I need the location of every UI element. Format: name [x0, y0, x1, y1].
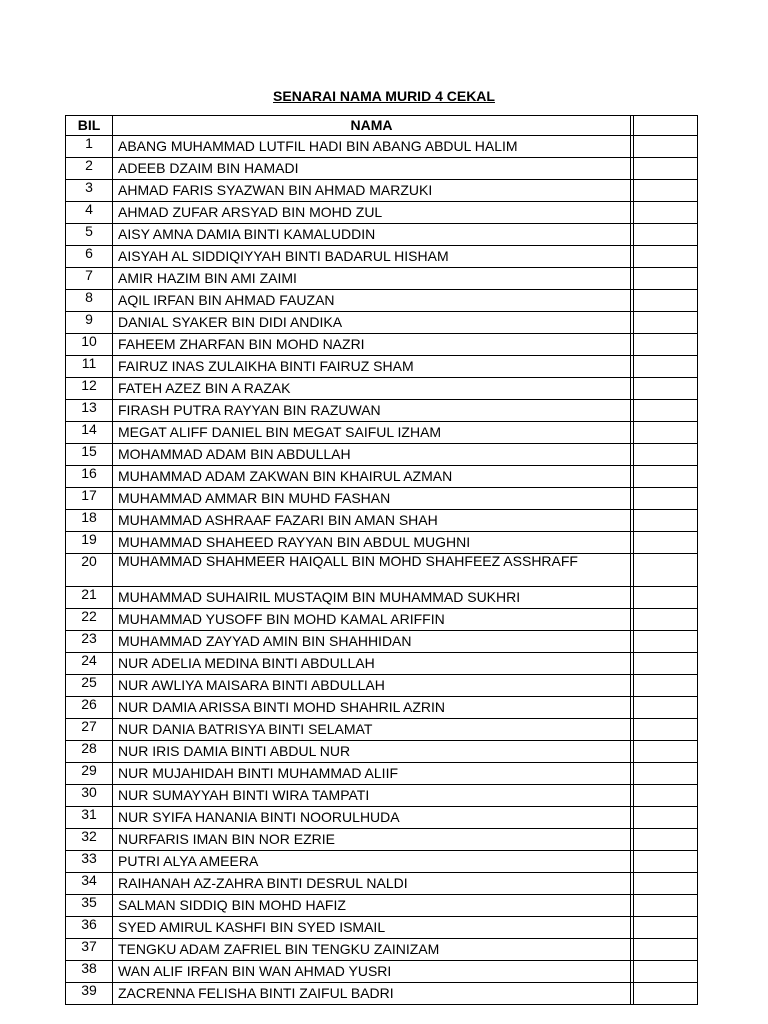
table-row [66, 180, 698, 202]
student-number: 17 [66, 488, 113, 510]
table-row [66, 488, 698, 510]
table-row [66, 697, 698, 719]
student-number: 38 [66, 961, 113, 983]
student-name: NURFARIS IMAN BIN NOR EZRIE [113, 829, 631, 851]
student-name: DANIAL SYAKER BIN DIDI ANDIKA [113, 312, 631, 334]
student-number: 11 [66, 356, 113, 378]
student-number: 22 [66, 609, 113, 631]
table-row [66, 158, 698, 180]
student-name: NUR AWLIYA MAISARA BINTI ABDULLAH [113, 675, 631, 697]
student-number: 25 [66, 675, 113, 697]
table-row [66, 466, 698, 488]
column-header-nama: NAMA [113, 116, 631, 136]
blank-cell [634, 378, 698, 400]
table-row [66, 763, 698, 785]
blank-cell [634, 510, 698, 532]
student-name: NUR DANIA BATRISYA BINTI SELAMAT [113, 719, 631, 741]
student-number: 9 [66, 312, 113, 334]
table-row [66, 378, 698, 400]
student-name: RAIHANAH AZ-ZAHRA BINTI DESRUL NALDI [113, 873, 631, 895]
student-number: 10 [66, 334, 113, 356]
table-row [66, 400, 698, 422]
student-number: 19 [66, 532, 113, 554]
student-name: MUHAMMAD AMMAR BIN MUHD FASHAN [113, 488, 631, 510]
student-name: AHMAD ZUFAR ARSYAD BIN MOHD ZUL [113, 202, 631, 224]
student-number: 7 [66, 268, 113, 290]
blank-cell [634, 224, 698, 246]
blank-cell [634, 587, 698, 609]
table-row [66, 675, 698, 697]
blank-cell [634, 466, 698, 488]
blank-cell [634, 763, 698, 785]
student-number: 28 [66, 741, 113, 763]
student-number: 35 [66, 895, 113, 917]
table-row [66, 873, 698, 895]
table-row [66, 268, 698, 290]
table-row [66, 917, 698, 939]
blank-cell [634, 554, 698, 587]
student-name: NUR DAMIA ARISSA BINTI MOHD SHAHRIL AZRIN [113, 697, 631, 719]
student-number: 34 [66, 873, 113, 895]
student-name: WAN ALIF IRFAN BIN WAN AHMAD YUSRI [113, 961, 631, 983]
student-number: 14 [66, 422, 113, 444]
student-name: MUHAMMAD SUHAIRIL MUSTAQIM BIN MUHAMMAD SUKHRI [113, 587, 631, 609]
blank-cell [634, 873, 698, 895]
table-row [66, 532, 698, 554]
blank-cell [634, 444, 698, 466]
blank-cell [634, 785, 698, 807]
student-name: FATEH AZEZ BIN A RAZAK [113, 378, 631, 400]
table-row [66, 961, 698, 983]
student-name: AHMAD FARIS SYAZWAN BIN AHMAD MARZUKI [113, 180, 631, 202]
blank-cell [634, 719, 698, 741]
blank-cell [634, 697, 698, 719]
student-name: FAHEEM ZHARFAN BIN MOHD NAZRI [113, 334, 631, 356]
student-name: NUR MUJAHIDAH BINTI MUHAMMAD ALIIF [113, 763, 631, 785]
blank-cell [634, 829, 698, 851]
student-number: 21 [66, 587, 113, 609]
blank-cell [634, 180, 698, 202]
student-name: NUR SYIFA HANANIA BINTI NOORULHUDA [113, 807, 631, 829]
table-row [66, 829, 698, 851]
blank-cell [634, 268, 698, 290]
blank-cell [634, 917, 698, 939]
blank-cell [634, 807, 698, 829]
student-name: SYED AMIRUL KASHFI BIN SYED ISMAIL [113, 917, 631, 939]
student-name: ZACRENNA FELISHA BINTI ZAIFUL BADRI [113, 983, 631, 1005]
student-number: 8 [66, 290, 113, 312]
student-number: 13 [66, 400, 113, 422]
student-number: 33 [66, 851, 113, 873]
table-row [66, 719, 698, 741]
student-number: 37 [66, 939, 113, 961]
table-row [66, 554, 698, 587]
table-row [66, 983, 698, 1005]
blank-cell [634, 675, 698, 697]
student-name: AQIL IRFAN BIN AHMAD FAUZAN [113, 290, 631, 312]
table-row [66, 631, 698, 653]
blank-cell [634, 158, 698, 180]
table-row [66, 422, 698, 444]
student-name: AISY AMNA DAMIA BINTI KAMALUDDIN [113, 224, 631, 246]
student-name: MUHAMMAD YUSOFF BIN MOHD KAMAL ARIFFIN [113, 609, 631, 631]
student-name: MEGAT ALIFF DANIEL BIN MEGAT SAIFUL IZHAM [113, 422, 631, 444]
student-name: NUR SUMAYYAH BINTI WIRA TAMPATI [113, 785, 631, 807]
blank-cell [634, 939, 698, 961]
table-row [66, 290, 698, 312]
blank-cell [634, 356, 698, 378]
student-number: 18 [66, 510, 113, 532]
table-row [66, 202, 698, 224]
student-name: NUR ADELIA MEDINA BINTI ABDULLAH [113, 653, 631, 675]
table-row [66, 851, 698, 873]
student-number: 1 [66, 136, 113, 158]
student-number: 20 [66, 554, 113, 587]
student-name: ADEEB DZAIM BIN HAMADI [113, 158, 631, 180]
student-name: MUHAMMAD SHAHEED RAYYAN BIN ABDUL MUGHNI [113, 532, 631, 554]
blank-cell [634, 334, 698, 356]
blank-cell [634, 202, 698, 224]
table-row [66, 895, 698, 917]
student-number: 6 [66, 246, 113, 268]
table-row [66, 136, 698, 158]
student-number: 32 [66, 829, 113, 851]
table-row [66, 312, 698, 334]
table-row [66, 334, 698, 356]
table-row [66, 246, 698, 268]
blank-cell [634, 312, 698, 334]
table-row [66, 587, 698, 609]
table-header-row [66, 116, 698, 136]
table-row [66, 224, 698, 246]
student-name: MUHAMMAD ZAYYAD AMIN BIN SHAHHIDAN [113, 631, 631, 653]
student-name: MUHAMMAD ASHRAAF FAZARI BIN AMAN SHAH [113, 510, 631, 532]
column-header-bil: BIL [66, 116, 113, 136]
student-name: SALMAN SIDDIQ BIN MOHD HAFIZ [113, 895, 631, 917]
blank-cell [634, 653, 698, 675]
blank-cell [634, 961, 698, 983]
blank-cell [634, 851, 698, 873]
blank-cell [634, 246, 698, 268]
student-number: 23 [66, 631, 113, 653]
blank-cell [634, 631, 698, 653]
student-name: MOHAMMAD ADAM BIN ABDULLAH [113, 444, 631, 466]
student-number: 30 [66, 785, 113, 807]
blank-cell [634, 895, 698, 917]
blank-cell [634, 290, 698, 312]
student-name: TENGKU ADAM ZAFRIEL BIN TENGKU ZAINIZAM [113, 939, 631, 961]
blank-cell [634, 983, 698, 1005]
student-number: 12 [66, 378, 113, 400]
table-row [66, 510, 698, 532]
student-name: FIRASH PUTRA RAYYAN BIN RAZUWAN [113, 400, 631, 422]
student-number: 15 [66, 444, 113, 466]
student-number: 2 [66, 158, 113, 180]
blank-cell [634, 136, 698, 158]
student-number: 27 [66, 719, 113, 741]
student-name: NUR IRIS DAMIA BINTI ABDUL NUR [113, 741, 631, 763]
blank-cell [634, 609, 698, 631]
table-row [66, 939, 698, 961]
blank-cell [634, 532, 698, 554]
student-number: 39 [66, 983, 113, 1005]
student-list [66, 136, 698, 1005]
student-number: 36 [66, 917, 113, 939]
table-row [66, 609, 698, 631]
page-title: SENARAI NAMA MURID 4 CEKAL [273, 88, 495, 104]
table-row [66, 653, 698, 675]
student-table [65, 115, 698, 1005]
student-number: 16 [66, 466, 113, 488]
column-header-blank [634, 116, 698, 136]
student-name: MUHAMMAD SHAHMEER HAIQALL BIN MOHD SHAHFEEZ ASSHRAFF [113, 554, 631, 587]
blank-cell [634, 400, 698, 422]
student-name: AISYAH AL SIDDIQIYYAH BINTI BADARUL HISHAM [113, 246, 631, 268]
student-name: AMIR HAZIM BIN AMI ZAIMI [113, 268, 631, 290]
table-row [66, 807, 698, 829]
table-row [66, 741, 698, 763]
blank-cell [634, 741, 698, 763]
blank-cell [634, 488, 698, 510]
student-number: 4 [66, 202, 113, 224]
student-number: 3 [66, 180, 113, 202]
student-number: 26 [66, 697, 113, 719]
table-row [66, 785, 698, 807]
student-name: FAIRUZ INAS ZULAIKHA BINTI FAIRUZ SHAM [113, 356, 631, 378]
student-number: 24 [66, 653, 113, 675]
student-name: ABANG MUHAMMAD LUTFIL HADI BIN ABANG ABDUL HALIM [113, 136, 631, 158]
table-row [66, 444, 698, 466]
table-row [66, 356, 698, 378]
student-number: 31 [66, 807, 113, 829]
student-number: 29 [66, 763, 113, 785]
student-name: PUTRI ALYA AMEERA [113, 851, 631, 873]
student-number: 5 [66, 224, 113, 246]
blank-cell [634, 422, 698, 444]
student-name: MUHAMMAD ADAM ZAKWAN BIN KHAIRUL AZMAN [113, 466, 631, 488]
